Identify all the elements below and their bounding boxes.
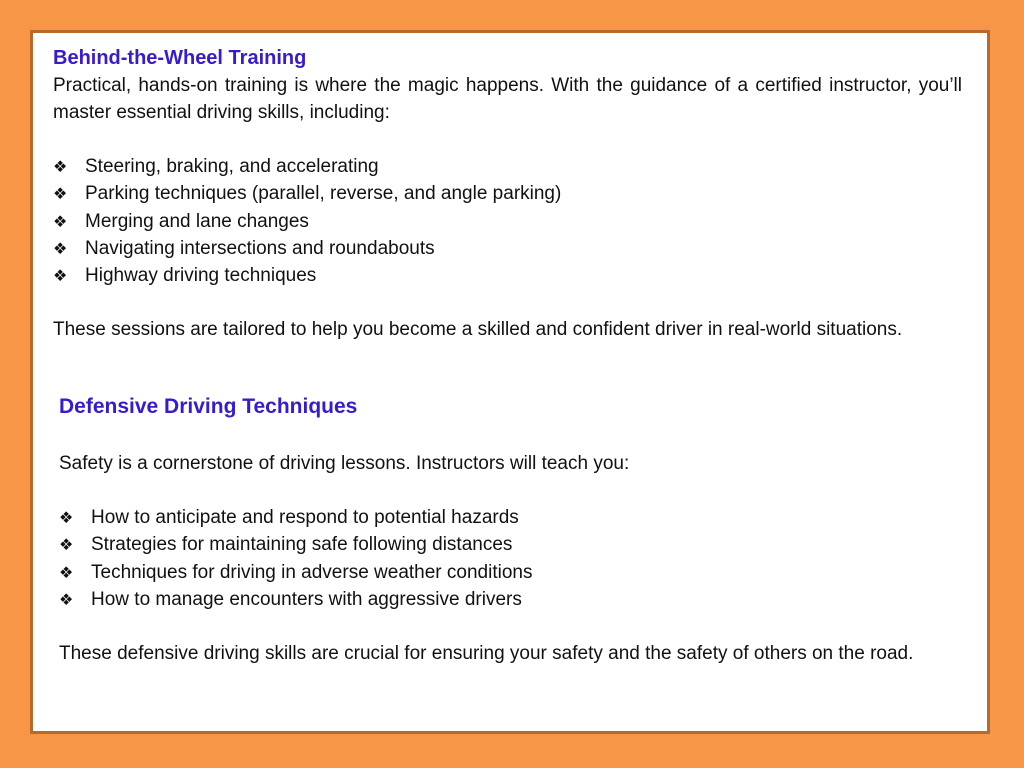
diamond-fleuron-icon: ❖ [59, 589, 74, 609]
list-item: ❖ Techniques for driving in adverse weather conditions [59, 559, 973, 586]
diamond-fleuron-icon: ❖ [53, 211, 68, 231]
list-item: ❖ How to anticipate and respond to potential hazards [59, 504, 973, 531]
diamond-fleuron-icon: ❖ [59, 508, 74, 527]
section-heading: Behind-the-Wheel Training [53, 47, 307, 69]
diamond-fleuron-icon: ❖ [53, 238, 68, 258]
list-item: ❖ Strategies for maintaining safe following distances [59, 531, 973, 558]
section-heading: Defensive Driving Techniques [59, 395, 358, 418]
list-item: ❖ Merging and lane changes [53, 208, 962, 235]
diamond-fleuron-icon: ❖ [59, 535, 74, 555]
diamond-fleuron-icon: ❖ [53, 266, 68, 286]
diamond-fleuron-icon: ❖ [53, 157, 68, 176]
diamond-fleuron-icon: ❖ [53, 184, 68, 204]
list-item: ❖ Highway driving techniques [53, 262, 962, 289]
section-closing: These sessions are tailored to help you become a skilled and confident driver in real-world situations. [53, 319, 903, 341]
diamond-fleuron-icon: ❖ [59, 562, 74, 582]
section-closing: These defensive driving skills are crucial for ensuring your safety and the safety of others on the road. [59, 643, 914, 665]
list-item: ❖ Navigating intersections and roundabouts [53, 235, 962, 262]
list-item: ❖ Parking techniques (parallel, reverse, and angle parking) [53, 180, 962, 207]
techniques-list [59, 504, 973, 613]
section-intro: Practical, hands-on training is where the magic happens. With the guidance of a certified instructor, you’ll master essential driving skills, including: [53, 75, 962, 123]
list-item: ❖ How to manage encounters with aggressive drivers [59, 586, 973, 613]
section-intro: Safety is a cornerstone of driving lessons. Instructors will teach you: [59, 453, 630, 474]
behind-the-wheel-section [53, 45, 962, 343]
skills-list [53, 153, 962, 289]
defensive-driving-section [59, 393, 973, 667]
list-item: ❖ Steering, braking, and accelerating [53, 153, 962, 180]
